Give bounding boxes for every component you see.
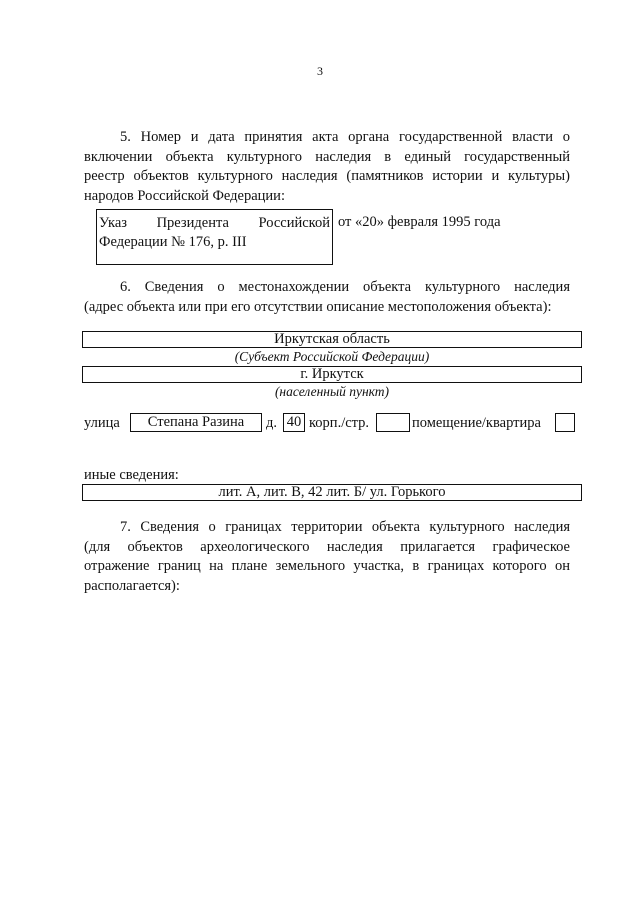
apartment-field bbox=[555, 413, 575, 432]
section-5-line: народов Российской Федерации: bbox=[84, 187, 285, 204]
subject-field: Иркутская область bbox=[82, 331, 582, 348]
section-6-line: (адрес объекта или при его отсутствии описание местоположения объекта): bbox=[84, 298, 552, 315]
section-7-line: 7. Сведения о границах территории объекта культурного наследия bbox=[120, 519, 570, 535]
house-field: 40 bbox=[283, 413, 305, 432]
other-label: иные сведения: bbox=[84, 467, 179, 483]
section-5-line: реестр объектов культурного наследия (памятников истории и культуры) bbox=[84, 168, 570, 184]
other-field: лит. А, лит. В, 42 лит. Б/ ул. Горького bbox=[82, 484, 582, 501]
building-field bbox=[376, 413, 410, 432]
section-7-line: отражение границ на плане земельного участка, в границах которого он bbox=[84, 558, 570, 574]
section-7-heading bbox=[84, 518, 570, 596]
house-label: д. bbox=[266, 415, 278, 431]
page-number: 3 bbox=[317, 64, 323, 78]
decree-line: Федерации № 176, р. III bbox=[99, 234, 247, 250]
decree-line: Указ Президента Российской bbox=[99, 215, 330, 231]
section-5-heading bbox=[84, 128, 570, 206]
subject-caption: (Субъект Российской Федерации) bbox=[234, 349, 430, 364]
building-label: корп./стр. bbox=[309, 415, 370, 431]
section-6-line: 6. Сведения о местонахождении объекта культурного наследия bbox=[120, 279, 570, 295]
street-label: улица bbox=[84, 415, 120, 431]
street-field: Степана Разина bbox=[130, 413, 262, 432]
decree-box bbox=[96, 209, 333, 265]
section-7-line: (для объектов археологического наследия прилагается графическое bbox=[84, 538, 570, 555]
section-5-line: 5. Номер и дата принятия акта органа государственной власти о bbox=[120, 129, 570, 145]
section-5-line: включении объекта культурного наследия в единый государственный bbox=[84, 148, 570, 165]
decree-date: от «20» февраля 1995 года bbox=[338, 214, 501, 230]
locality-caption: (населенный пункт) bbox=[274, 384, 390, 399]
apartment-label: помещение/квартира bbox=[412, 415, 541, 431]
section-7-line: располагается): bbox=[84, 577, 180, 594]
locality-field: г. Иркутск bbox=[82, 366, 582, 383]
section-6-heading bbox=[84, 278, 570, 317]
